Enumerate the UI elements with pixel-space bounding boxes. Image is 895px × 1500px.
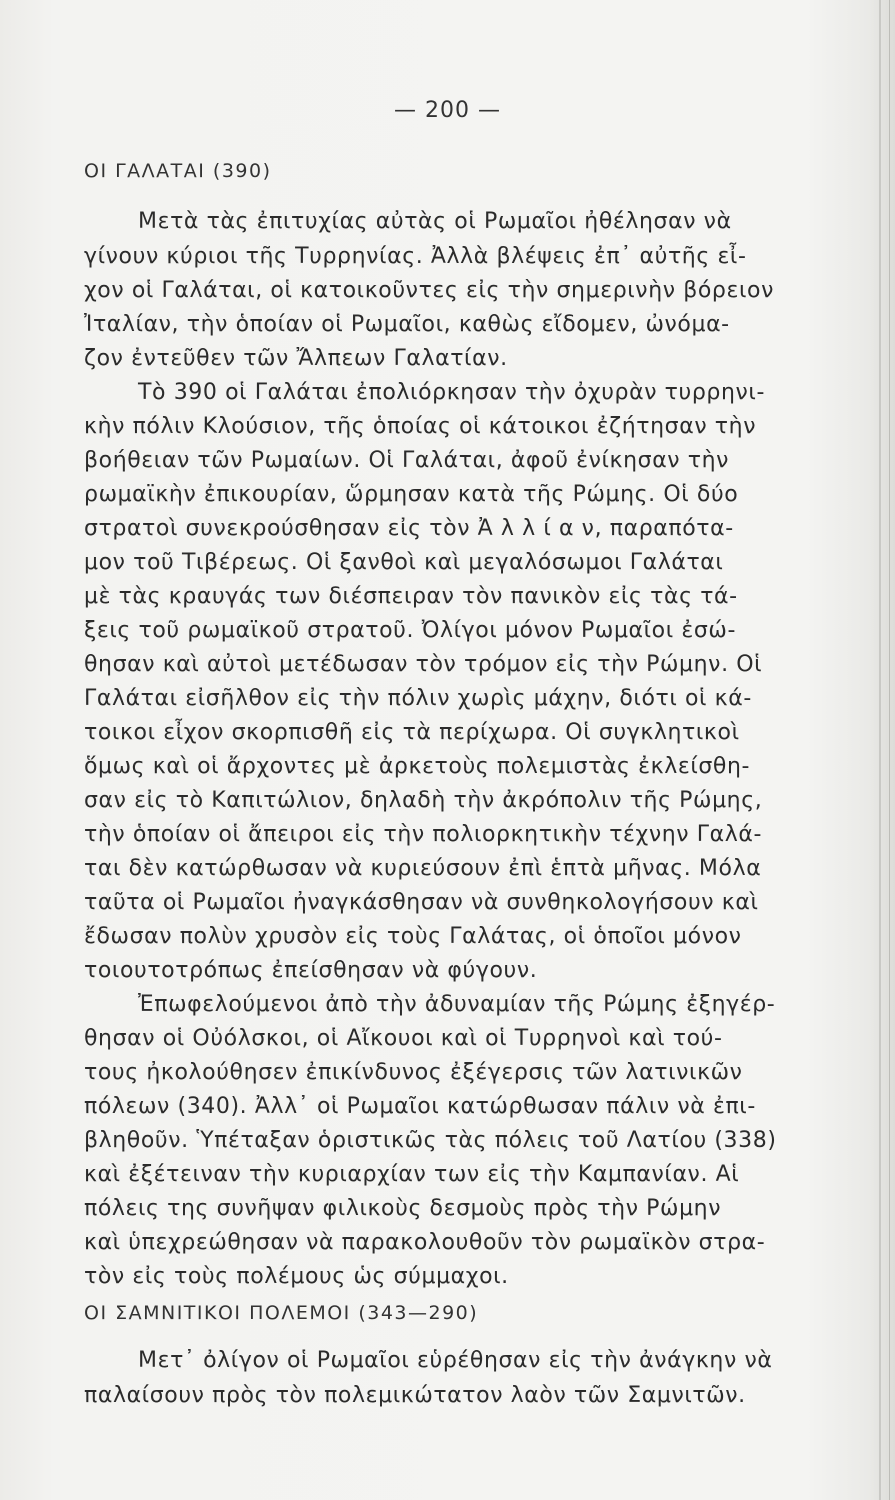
text-line: ρωμαϊκὴν ἐπικουρίαν, ὥρμησαν κατὰ τῆς Ρώμης. Οἱ δύο [84, 482, 739, 507]
text-line: κὴν πόλιν Κλούσιον, τῆς ὁποίας οἱ κάτοικοι ἐζήτησαν τὴν [84, 414, 757, 439]
text-line: χον οἱ Γαλάται, οἱ κατοικοῦντες εἰς τὴν σημερινὴν βόρειον [84, 278, 774, 303]
section-heading-samnitikoi: ΟΙ ΣΑΜΝΙΤΙΚΟΙ ΠΟΛΕΜΟΙ (343—290) [84, 1302, 479, 1324]
text-line: τὴν ὁποίαν οἱ ἄπειροι εἰς τὴν πολιορκητικὴν τέχνην Γαλά- [84, 822, 762, 847]
text-line: τὸν εἰς τοὺς πολέμους ὡς σύμμαχοι. [84, 1264, 509, 1289]
text-line: καὶ ὑπεχρεώθησαν νὰ παρακολουθοῦν τὸν ρωμαϊκὸν στρα- [84, 1230, 766, 1255]
text-line: στρατοὶ συνεκρούσθησαν εἰς τὸν Ἀ λ λ ί α ν, παραπότα- [84, 516, 734, 541]
text-line: Τὸ 390 οἱ Γαλάται ἐπολιόρκησαν τὴν ὀχυρὰν τυρρηνι- [138, 380, 765, 405]
text-line: Μετὰ τὰς ἐπιτυχίας αὐτὰς οἱ Ρωμαῖοι ἠθέλησαν νὰ [138, 209, 732, 234]
text-line: τους ἠκολούθησεν ἐπικίνδυνος ἐξέγερσις τῶν λατινικῶν [84, 1060, 743, 1085]
text-line: ξεις τοῦ ρωμαϊκοῦ στρατοῦ. Ὀλίγοι μόνον Ρωμαῖοι ἐσώ- [84, 618, 736, 643]
text-line: καὶ ἐξέτειναν τὴν κυριαρχίαν των εἰς τὴν Καμπανίαν. Αἱ [84, 1162, 740, 1187]
text-line: ζον ἐντεῦθεν τῶν Ἄλπεων Γαλατίαν. [84, 346, 508, 371]
text-line: παλαίσουν πρὸς τὸν πολεμικώτατον λαὸν τῶν Σαμνιτῶν. [84, 1383, 746, 1408]
text-line: Μετ᾽ ὀλίγον οἱ Ρωμαῖοι εὑρέθησαν εἰς τὴν ἀνάγκην νὰ [138, 1348, 773, 1373]
text-line: ται δὲν κατώρθωσαν νὰ κυριεύσουν ἐπὶ ἑπτὰ μῆνας. Μόλα [84, 856, 762, 881]
text-line: Γαλάται εἰσῆλθον εἰς τὴν πόλιν χωρὶς μάχην, διότι οἱ κά- [84, 686, 752, 711]
text-line: βληθοῦν. Ὑπέταξαν ὁριστικῶς τὰς πόλεις τοῦ Λατίου (338) [84, 1128, 777, 1153]
text-line: βοήθειαν τῶν Ρωμαίων. Οἱ Γαλάται, ἀφοῦ ἐνίκησαν τὴν [84, 448, 730, 473]
text-line: γίνουν κύριοι τῆς Τυρρηνίας. Ἀλλὰ βλέψεις ἐπ᾽ αὐτῆς εἶ- [84, 244, 747, 269]
text-line: ἔδωσαν πολὺν χρυσὸν εἰς τοὺς Γαλάτας, οἱ ὁποῖοι μόνον [84, 924, 742, 949]
page-number: — 200 — [394, 98, 501, 123]
text-line: τοικοι εἶχον σκορπισθῆ εἰς τὰ περίχωρα. Οἱ συγκλητικοὶ [84, 720, 740, 745]
page-edge [879, 0, 881, 1500]
text-line: μὲ τὰς κραυγάς των διέσπειραν τὸν πανικὸν εἰς τὰς τά- [84, 584, 738, 609]
text-line: θησαν καὶ αὐτοὶ μετέδωσαν τὸν τρόμον εἰς τὴν Ρώμην. Οἱ [84, 652, 763, 677]
page-edge-outer [889, 0, 890, 1500]
text-line: τοιουτοτρόπως ἐπείσθησαν νὰ φύγουν. [84, 958, 538, 983]
text-line: ὅμως καὶ οἱ ἄρχοντες μὲ ἀρκετοὺς πολεμιστὰς ἐκλείσθη- [84, 754, 751, 779]
text-line: πόλεις της συνῆψαν φιλικοὺς δεσμοὺς πρὸς τὴν Ρώμην [84, 1196, 722, 1221]
text-line: ταῦτα οἱ Ρωμαῖοι ἠναγκάσθησαν νὰ συνθηκολογήσουν καὶ [84, 890, 759, 915]
text-line: Ἐπωφελούμενοι ἀπὸ τὴν ἀδυναμίαν τῆς Ρώμης ἐξηγέρ- [138, 992, 776, 1017]
section-heading-galatai: ΟΙ ΓΑΛΑΤΑΙ (390) [84, 160, 272, 182]
text-line: μον τοῦ Τιβέρεως. Οἱ ξανθοὶ καὶ μεγαλόσωμοι Γαλάται [84, 550, 724, 575]
text-line: Ἰταλίαν, τὴν ὁποίαν οἱ Ρωμαῖοι, καθὼς εἴδομεν, ὠνόμα- [84, 312, 730, 337]
text-line: πόλεων (340). Ἀλλ᾽ οἱ Ρωμαῖοι κατώρθωσαν πάλιν νὰ ἐπι- [84, 1094, 756, 1119]
text-line: θησαν οἱ Οὐόλσκοι, οἱ Αἴκουοι καὶ οἱ Τυρρηνοὶ καὶ τού- [84, 1026, 723, 1051]
text-line: σαν εἰς τὸ Καπιτώλιον, δηλαδὴ τὴν ἀκρόπολιν τῆς Ρώμης, [84, 788, 763, 813]
